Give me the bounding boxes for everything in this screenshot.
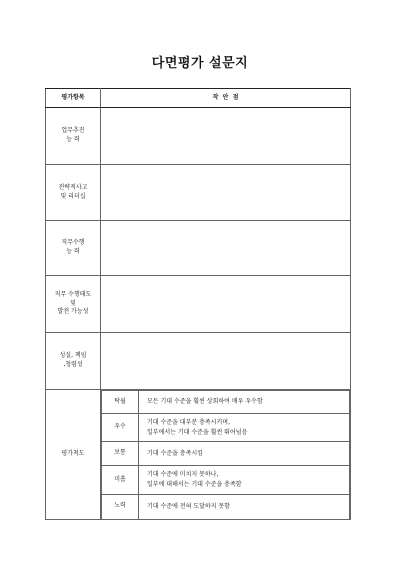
table-row — [46, 276, 351, 333]
table-row — [46, 333, 351, 390]
row-label-work-promotion: 업무추진 능 력 — [46, 108, 101, 165]
answer-cell-work-promotion[interactable] — [101, 108, 351, 165]
table-header-row — [46, 89, 351, 108]
scale-level-row — [102, 466, 350, 495]
scale-level-row — [102, 495, 350, 519]
scale-level-row — [102, 442, 350, 466]
table-row — [46, 108, 351, 165]
scale-level-row — [102, 414, 350, 442]
grade-effort-desc: 기대 수준에 전혀 도달하지 못함 — [139, 495, 350, 519]
document-title: 다면평가 설문지 — [151, 56, 249, 71]
header-writing: 작 안 점 — [101, 89, 351, 108]
scale-cell — [101, 390, 351, 520]
grade-insufficient: 미흡 — [102, 466, 139, 495]
scale-label: 평가척도 — [46, 390, 101, 520]
grade-average: 보통 — [102, 442, 139, 466]
grade-good-desc: 기대 수준을 대부분 충족시키며, 일부에서는 기대 수준을 훨씬 뛰어넘음 — [139, 414, 350, 442]
row-label-strategic-leadership: 전략적사고 및 리더십 — [46, 165, 101, 221]
row-label-job-attitude: 직무 수행태도 및 발전 가능성 — [46, 276, 101, 333]
table-row — [46, 221, 351, 276]
grade-average-desc: 기대 수준을 충족시킴 — [139, 442, 350, 466]
scale-level-row — [102, 391, 350, 414]
answer-cell-strategic-leadership[interactable] — [101, 165, 351, 221]
row-label-job-performance: 직무수행 능 력 — [46, 221, 101, 276]
answer-cell-job-performance[interactable] — [101, 221, 351, 276]
scale-table — [101, 390, 350, 519]
row-label-integrity: 성실, 책임 ,청렴성 — [46, 333, 101, 390]
grade-good: 우수 — [102, 414, 139, 442]
grade-excellent-desc: 모든 기대 수준을 훨씬 상회하여 매우 우수함 — [139, 391, 350, 414]
grade-effort: 노력 — [102, 495, 139, 519]
answer-cell-integrity[interactable] — [101, 333, 351, 390]
grade-insufficient-desc: 기대 수준에 미치지 못하나, 일부에 대해서는 기대 수준을 충족함 — [139, 466, 350, 495]
evaluation-table — [45, 88, 351, 520]
table-row — [46, 165, 351, 221]
scale-row — [46, 390, 351, 520]
answer-cell-job-attitude[interactable] — [101, 276, 351, 333]
header-item: 평가항목 — [46, 89, 101, 108]
grade-excellent: 탁월 — [102, 391, 139, 414]
